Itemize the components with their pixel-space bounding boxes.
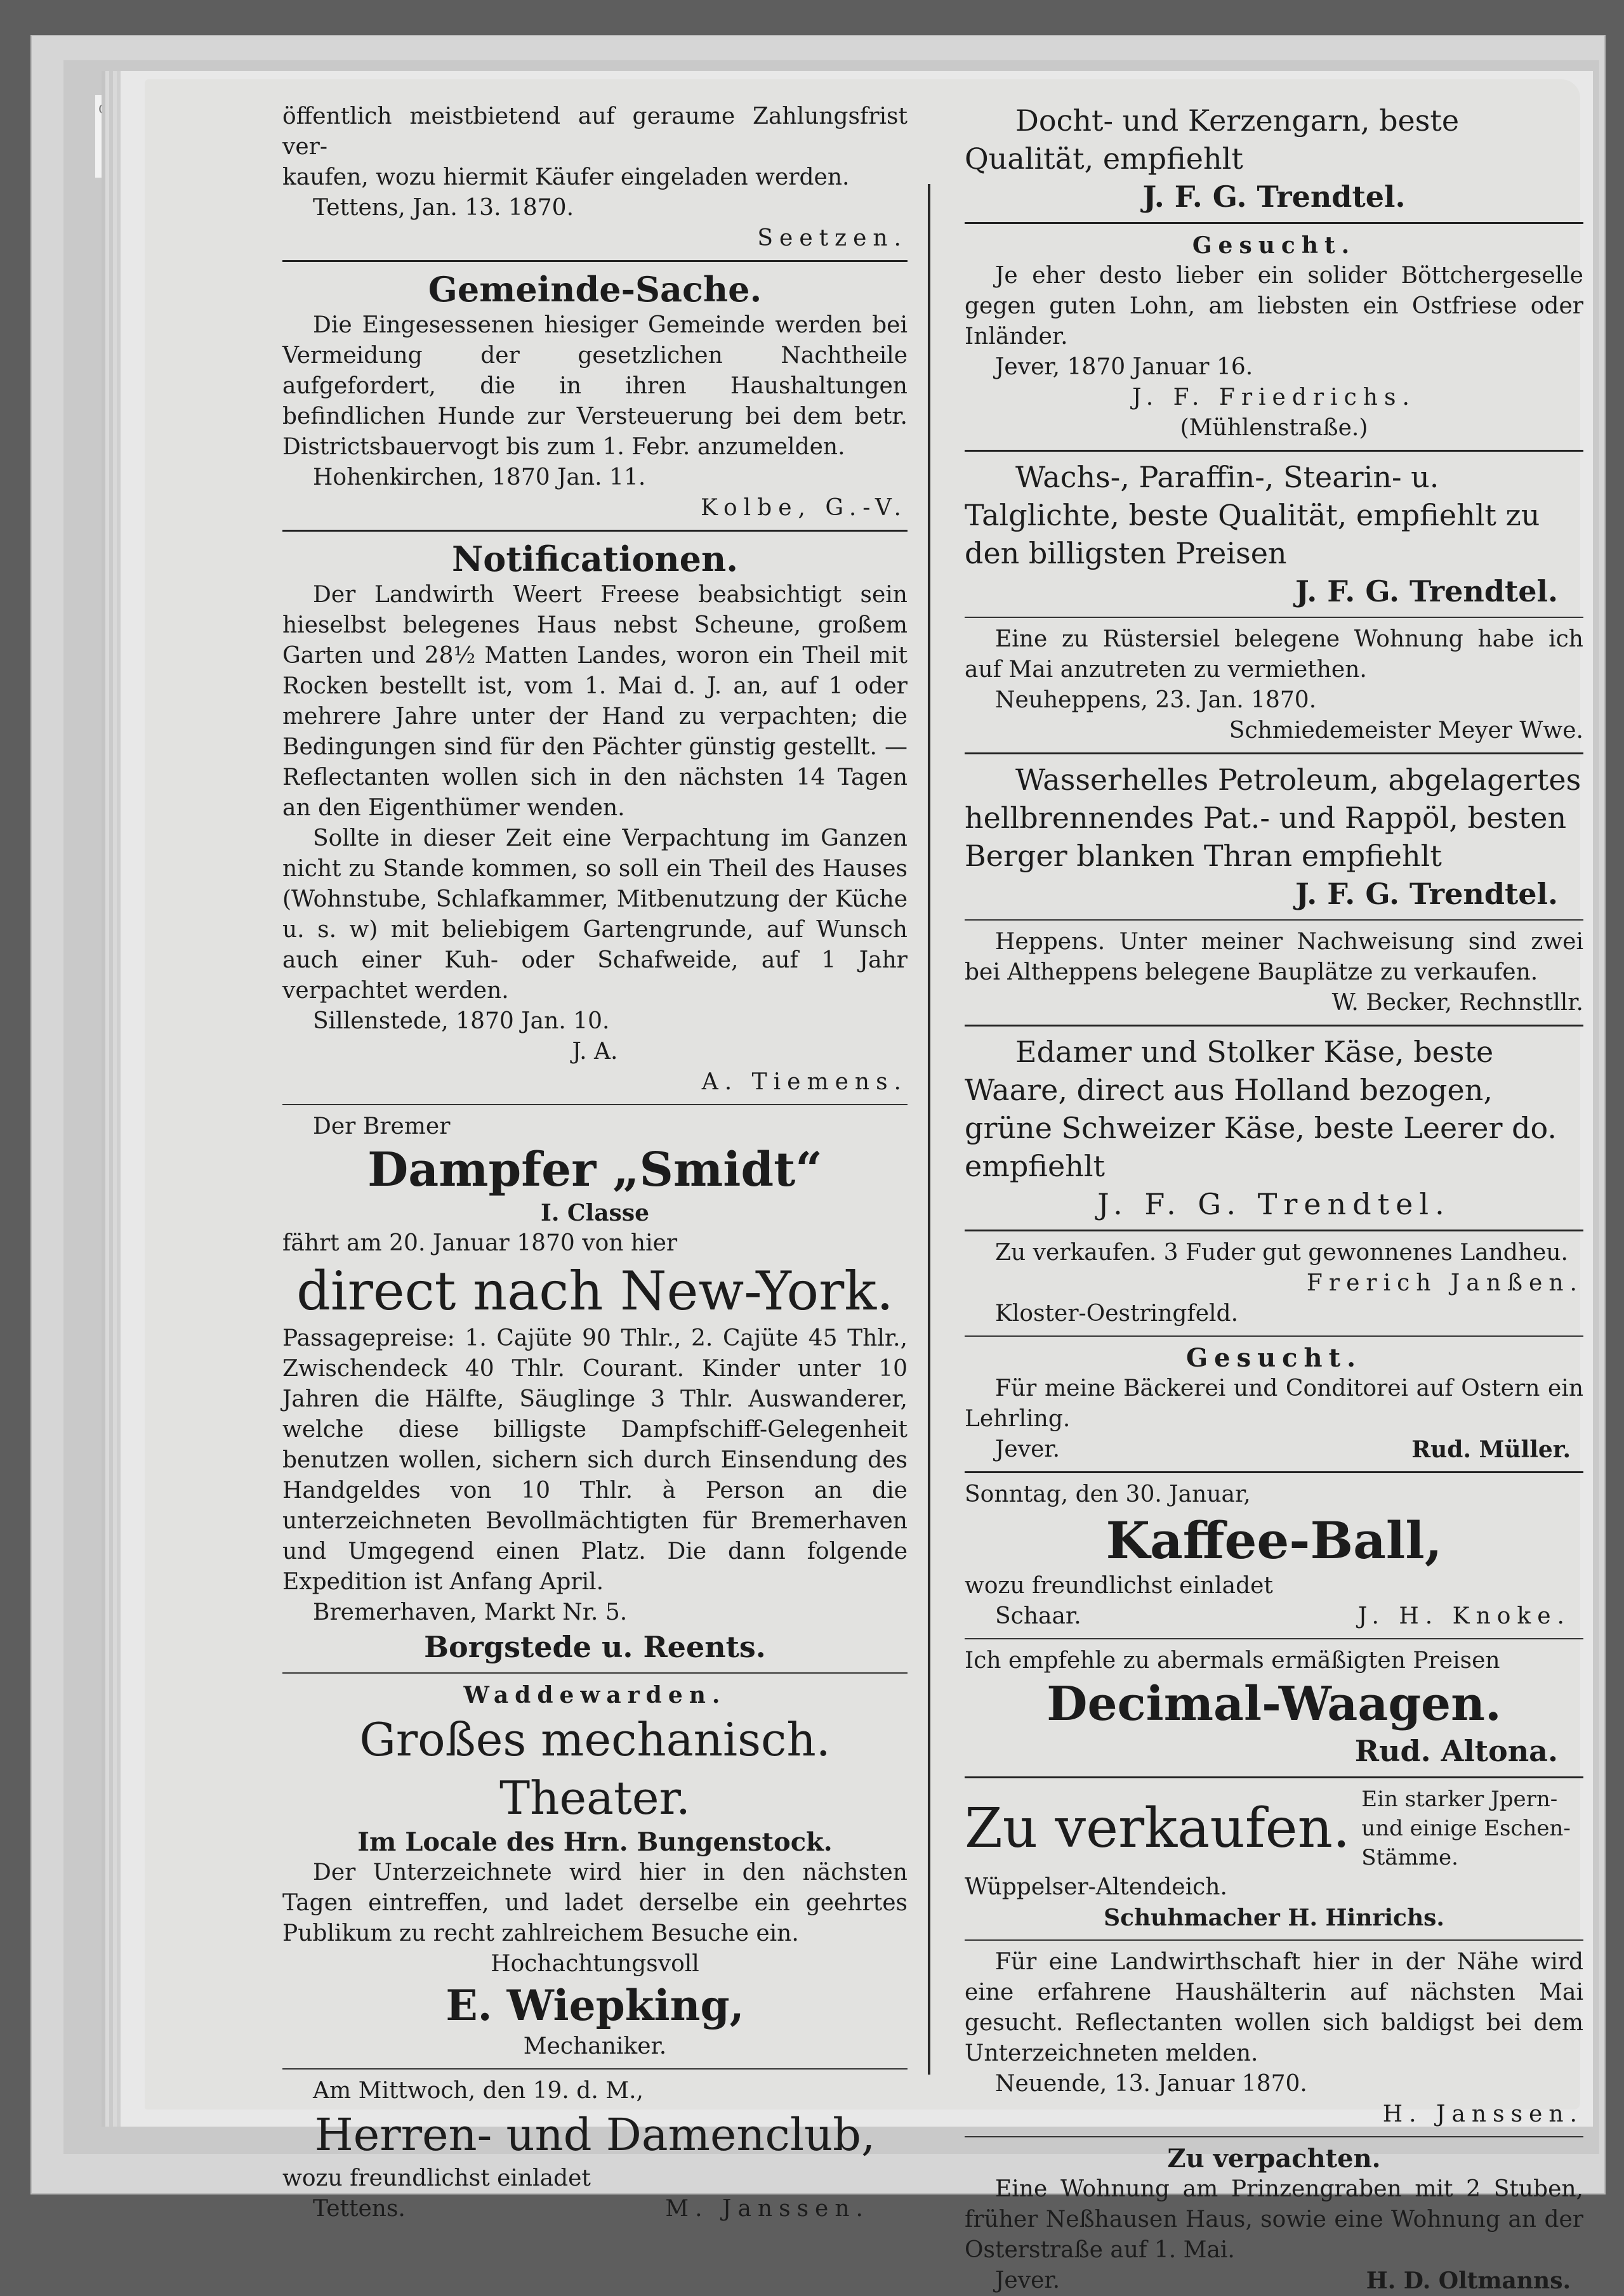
ad-lease-footer (965, 2266, 1583, 2296)
ad-steamer-pre: Der Bremer (313, 1113, 451, 1139)
ad-candlewick (965, 102, 1583, 216)
ad-cheese (965, 1033, 1583, 1223)
ad-auction-signature: Seetzen. (757, 225, 908, 251)
ad-apartment-place: Neuheppens, 23. Jan. 1870. (995, 687, 1317, 713)
ad-steamer (282, 1112, 908, 1666)
ad-notifications-title: Notificationen. (451, 539, 739, 579)
ad-lease-title: Zu verpachten. (1167, 2144, 1381, 2174)
ad-theater-greeting: Hochachtungsvoll (491, 1951, 699, 1977)
ad-gemeinde (282, 268, 908, 523)
ad-apprentice-place: Jever. (995, 1436, 1060, 1462)
ad-apprentice-title: Gesucht. (1185, 1343, 1363, 1373)
ad-scales (965, 1646, 1583, 1770)
ad-theater (282, 1680, 908, 2062)
ad-auction-line1: öffentlich meistbietend auf geraume Zahlungsfrist ver- (282, 103, 908, 160)
ad-club-title: Herren- und Damenclub, (314, 2109, 876, 2161)
ad-gemeinde-body: Die Eingesessenen hiesiger Gemeinde werden bei Vermeidung der gesetzlichen Nachtheile aufgefordert, die in ihren Haushaltungen befindlichen Hunde zur Versteuerung bei dem betr. Districtsbauervogt bis zum 1. Febr. anzumelden. (282, 312, 908, 460)
ad-club-invite: wozu freundlichst einladet (282, 2165, 591, 2191)
ad-theater-subtitle: Im Locale des Hrn. Bungenstock. (357, 1827, 833, 1857)
ad-steamer-destination: direct nach New-York. (296, 1260, 894, 1322)
ad-building-plots-body: Heppens. Unter meiner Nachweisung sind zwei bei Altheppens belegene Bauplätze zu verkaufen. (965, 929, 1583, 985)
ad-building-plots-signature: W. Becker, Rechnstllr. (1331, 990, 1583, 1016)
ad-scales-text: Ich empfehle zu abermals ermäßigten Preisen (965, 1648, 1500, 1674)
ad-housekeeper-body: Für eine Landwirthschaft hier in der Nähe wird eine erfahrene Haushälterin auf nächsten Mai gesucht. Reflectanten wollen sich baldigst bei dem Unterzeichneten melden. (965, 1949, 1583, 2066)
ad-cooper-body: Je eher desto lieber ein solider Böttchergeselle gegen guten Lohn, am liebsten ein Ostfriese oder Inländer. (965, 263, 1583, 350)
divider (965, 1939, 1583, 1941)
ad-lease-signature: H. D. Oltmanns. (1366, 2267, 1571, 2294)
ad-auction (282, 102, 908, 254)
ad-apartment (965, 624, 1583, 746)
ad-candles (965, 458, 1583, 610)
divider (965, 1025, 1583, 1027)
divider (965, 1335, 1583, 1337)
ad-gemeinde-place: Hohenkirchen, 1870 Jan. 11. (313, 464, 646, 490)
column-divider (928, 184, 930, 2075)
ad-housekeeper-signature: H. Janssen. (1382, 2101, 1583, 2127)
ad-candles-text: Wachs-, Paraffin-, Stearin- u. Talglichte, beste Qualität, empfiehlt zu den billigsten Preisen (965, 460, 1540, 570)
ad-notifications-body2: Sollte in dieser Zeit eine Verpachtung im Ganzen nicht zu Stande kommen, so soll ein Theil des Hauses (Wohnstube, Schlafkammer, Mitbenutzung der Küche u. s. w) mit beliebigem Gartengrunde, auf Wunsch auch einer Kuh- oder Schafweide, auf 1 Jahr verpachtet werden. (282, 825, 908, 1004)
ad-theater-title: Großes mechanisch. Theater. (359, 1713, 831, 1825)
divider (965, 2136, 1583, 2137)
binder-tab: Ge (95, 95, 119, 178)
divider (965, 752, 1583, 754)
ad-ball-invite: wozu freundlichst einladet (965, 1573, 1273, 1599)
ad-club (282, 2076, 908, 2224)
ad-cooper (965, 230, 1583, 443)
ad-timber (965, 1785, 1583, 1933)
ad-petroleum-signature: J. F. G. Trendtel. (1295, 877, 1558, 911)
ad-lease-place: Jever. (995, 2267, 1060, 2293)
divider (965, 1230, 1583, 1231)
ad-steamer-sail: fährt am 20. Januar 1870 von hier (282, 1230, 678, 1256)
right-column (965, 102, 1583, 2296)
ad-club-date: Am Mittwoch, den 19. d. M., (313, 2078, 644, 2104)
ad-steamer-place: Bremerhaven, Markt Nr. 5. (313, 1599, 628, 1625)
divider (965, 1471, 1583, 1473)
ad-apprentice-footer (965, 1434, 1583, 1465)
ad-timber-place: Wüppelser-Altendeich. (965, 1874, 1227, 1900)
ad-candlewick-signature: J. F. G. Trendtel. (1142, 180, 1406, 214)
ad-hay-place: Kloster-Oestringfeld. (995, 1301, 1239, 1327)
ad-housekeeper (965, 1947, 1583, 2130)
ad-timber-text: Ein starker Jpern- und einige Eschen-Stämme. (1361, 1787, 1571, 1870)
ad-apartment-signature: Schmiedemeister Meyer Wwe. (1229, 718, 1583, 744)
ad-timber-word: Zu verkaufen. (965, 1797, 1350, 1860)
ad-notifications (282, 538, 908, 1098)
ad-apprentice (965, 1343, 1583, 1465)
ad-auction-line2: kaufen, wozu hiermit Käufer eingeladen werden. (282, 164, 850, 190)
ad-scales-signature: Rud. Altona. (1354, 1734, 1558, 1768)
ad-cooper-title: Gesucht. (1192, 232, 1356, 259)
ad-apprentice-signature: Rud. Müller. (1411, 1436, 1571, 1463)
ad-ball-title: Kaffee-Ball, (1106, 1511, 1442, 1570)
ad-ball (965, 1479, 1583, 1632)
ad-notifications-signature1: J. A. (572, 1039, 618, 1065)
ad-theater-body: Der Unterzeichnete wird hier in den nächsten Tagen eintreffen, und ladet derselbe ein geehrtes Publikum zu recht zahlreichem Besuche ein. (282, 1860, 908, 1946)
ad-notifications-body1: Der Landwirth Weert Freese beabsichtigt sein hieselbst belegenes Haus nebst Scheune, großem Garten und 28½ Matten Landes, woron ein Theil mit Rocken bestellt ist, vom 1. Mai d. J. an, auf 1 oder mehrere Jahre unter der Hand zu verpachten; die Bedingungen sind für den Pächter günstig gestellt. — Reflectanten wollen sich in den nächsten 14 Tagen an den Eigenthümer wenden. (282, 582, 908, 821)
ad-candlewick-text: Docht- und Kerzengarn, beste Qualität, empfiehlt (965, 103, 1460, 176)
ad-auction-place: Tettens, Jan. 13. 1870. (313, 195, 574, 221)
ad-notifications-signature2: A. Tiemens. (701, 1069, 908, 1095)
ad-cooper-place: Jever, 1870 Januar 16. (995, 354, 1253, 380)
ad-cooper-street: (Mühlenstraße.) (1180, 415, 1368, 441)
ad-theater-place: Waddewarden. (463, 1682, 727, 1709)
ad-cheese-text: Edamer und Stolker Käse, beste Waare, direct aus Holland bezogen, grüne Schweizer Käse, beste Leerer do. empfiehlt (965, 1035, 1557, 1183)
ad-theater-role: Mechaniker. (523, 2033, 667, 2059)
ad-gemeinde-title: Gemeinde-Sache. (428, 269, 762, 310)
ad-timber-headline (965, 1785, 1583, 1872)
ad-gemeinde-signature: Kolbe, G.-V. (701, 495, 908, 521)
divider (282, 2068, 908, 2070)
divider (282, 530, 908, 532)
ad-lease (965, 2144, 1583, 2296)
divider (965, 222, 1583, 224)
ad-petroleum-text: Wasserhelles Petroleum, abgelagertes hellbrennendes Pat.- und Rappöl, besten Berger blanken Thran empfiehlt (965, 763, 1581, 873)
ad-steamer-ship: Dampfer „Smidt“ (367, 1143, 822, 1197)
ad-ball-signature: J. H. Knoke. (1357, 1603, 1571, 1629)
ad-cheese-signature: J. F. G. Trendtel. (1097, 1187, 1451, 1221)
ad-ball-date: Sonntag, den 30. Januar, (965, 1481, 1251, 1507)
ad-building-plots (965, 927, 1583, 1018)
ad-hay-signature: Frerich Janßen. (1306, 1270, 1583, 1296)
ad-apprentice-body: Für meine Bäckerei und Conditorei auf Ostern ein Lehrling. (965, 1375, 1583, 1432)
ad-candles-signature: J. F. G. Trendtel. (1295, 574, 1558, 608)
ad-steamer-body: Passagepreise: 1. Cajüte 90 Thlr., 2. Cajüte 45 Thlr., Zwischendeck 40 Thlr. Courant. Kinder unter 10 Jahren die Hälfte, Säuglinge 3 Thlr. Auswanderer, welche diese billigste Dampfschiff-Gelegenheit benutzen wollen, sichern sich durch Einsendung des Handgeldes von 10 Thlr. à Person an die unterzeichneten Bevollmächtigten für Bremerhaven und Umgegend einen Platz. Die dann folgende Expedition ist Anfang April. (282, 1325, 908, 1595)
ad-lease-body: Eine Wohnung am Prinzengraben mit 2 Stuben, früher Neßhausen Haus, sowie eine Wohnung an der Osterstraße auf 1. Mai. (965, 2176, 1583, 2263)
ad-hay (965, 1238, 1583, 1329)
ad-club-place: Tettens. (313, 2196, 406, 2222)
ad-ball-footer (965, 1601, 1583, 1632)
ad-steamer-class: I. Classe (541, 1200, 649, 1226)
ad-apartment-body: Eine zu Rüstersiel belegene Wohnung habe ich auf Mai anzutreten zu vermiethen. (965, 626, 1583, 683)
divider (282, 1104, 908, 1105)
divider (965, 617, 1583, 618)
ad-scales-title: Decimal-Waagen. (1046, 1677, 1502, 1731)
ad-steamer-signature: Borgstede u. Reents. (424, 1630, 766, 1664)
ad-notifications-place: Sillenstede, 1870 Jan. 10. (313, 1008, 610, 1034)
ad-cooper-signature: J. F. Friedrichs. (1132, 384, 1416, 410)
ad-housekeeper-place: Neuende, 13. Januar 1870. (995, 2071, 1307, 2097)
ad-ball-place: Schaar. (995, 1603, 1081, 1629)
ad-hay-body: Zu verkaufen. 3 Fuder gut gewonnenes Landheu. (995, 1240, 1568, 1266)
divider (282, 260, 908, 262)
divider (282, 1672, 908, 1674)
left-column (282, 102, 908, 2224)
divider (965, 1776, 1583, 1778)
ad-timber-signature: Schuhmacher H. Hinrichs. (1104, 1905, 1444, 1931)
ad-theater-name: E. Wiepking, (446, 1981, 744, 2030)
ad-club-footer (282, 2194, 908, 2224)
divider (965, 450, 1583, 452)
ad-petroleum (965, 761, 1583, 913)
divider (965, 1638, 1583, 1639)
ad-club-signature: M. Janssen. (665, 2196, 869, 2222)
divider (965, 919, 1583, 921)
